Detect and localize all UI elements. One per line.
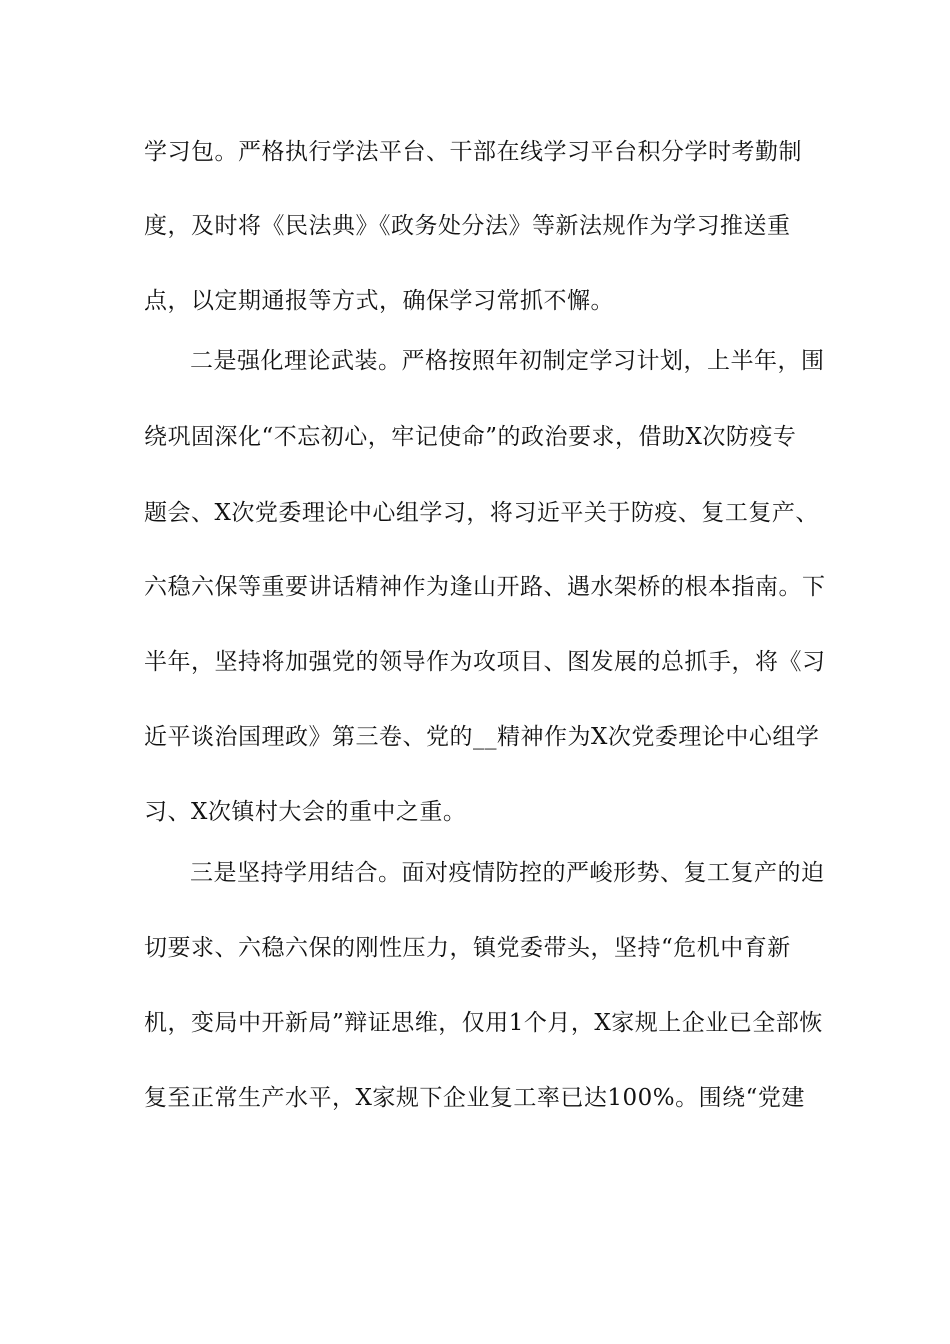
text-line: 切要求、六稳六保的刚性压力，镇党委带头，坚持“危机中育新 (144, 935, 791, 961)
text-line: 半年，坚持将加强党的领导作为攻项目、图发展的总抓手，将《习 (144, 649, 826, 675)
text-line: 点，以定期通报等方式，确保学习常抓不懈。 (144, 288, 614, 314)
text-line: 学习包。严格执行学法平台、干部在线学习平台积分学时考勤制 (144, 139, 802, 165)
paragraph-start-line: 二是强化理论武装。严格按照年初制定学习计划，上半年，围 (190, 348, 825, 374)
text-line: 绕巩固深化“不忘初心，牢记使命”的政治要求，借助X次防疫专 (144, 424, 797, 450)
text-line: 度，及时将《民法典》《政务处分法》等新法规作为学习推送重 (144, 213, 791, 239)
text-line: 复至正常生产水平，X家规下企业复工率已达100%。围绕“党建 (144, 1085, 805, 1111)
text-line: 机，变局中开新局”辩证思维，仅用1个月，X家规上企业已全部恢 (144, 1010, 823, 1036)
paragraph-start-line: 三是坚持学用结合。面对疫情防控的严峻形势、复工复产的迫 (190, 860, 825, 886)
text-line: 近平谈治国理政》第三卷、党的__精神作为X次党委理论中心组学 (144, 724, 820, 750)
text-line: 习、X次镇村大会的重中之重。 (144, 799, 467, 825)
text-line: 六稳六保等重要讲话精神作为逢山开路、遇水架桥的根本指南。下 (144, 574, 826, 600)
text-line: 题会、X次党委理论中心组学习，将习近平关于防疫、复工复产、 (144, 500, 819, 526)
